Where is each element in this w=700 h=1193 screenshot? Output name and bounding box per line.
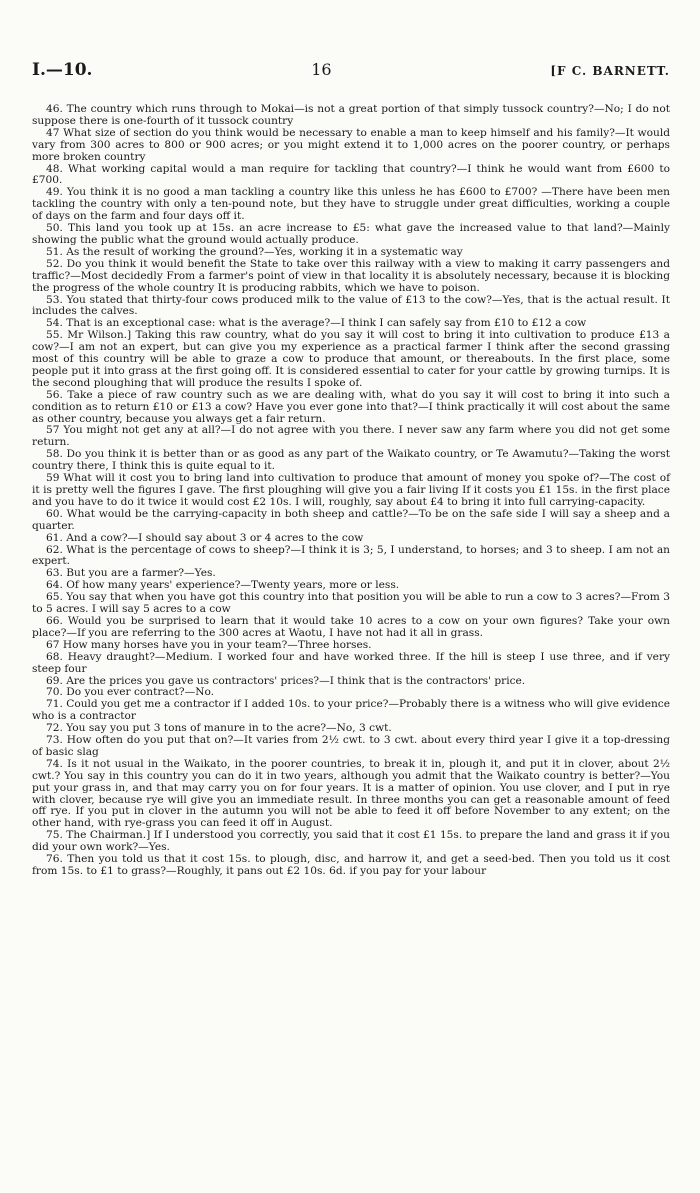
testimony-paragraph: 62. What is the percentage of cows to sheep?—I think it is 3; 5, I understand, to horses; and 3 to sheep. I am not an expert. [32,543,670,568]
testimony-paragraph: 55. Mr Wilson.] Taking this raw country, what do you say it will cost to bring it into cultivation to produce £13 a cow?—I am not an expert, but can give you my experience as a practical farmer I think after the second grassing most of this country will be able to graze a cow to produce that amount, or thereabouts. In the first place, some people put it into grass at the first going off. It is considered essential to cater for your cattle by growing turnips. It is the second ploughing that will produce the results I spoke of. [32,329,670,389]
testimony-paragraph: 57 You might not get any at all?—I do not agree with you there. I never saw any farm where you did not get some return. [32,424,670,449]
testimony-paragraph: 52. Do you think it would benefit the State to take over this railway with a view to making it carry passengers and traffic?—Most decidedly From a farmer's point of view in that locality it is absolutely necessary, because it is blocking the progress of the whole country It is producing rabbits, which we have to poison. [32,257,670,294]
testimony-paragraph: 64. Of how many years' experience?—Twenty years, more or less. [46,579,400,592]
testimony-paragraph: 48. What working capital would a man require for tackling that country?—I think he would want from £600 to £700. [32,162,670,187]
testimony-paragraph: 67 How many horses have you in your team?—Three horses. [46,638,372,651]
testimony-paragraph: 68. Heavy draught?—Medium. I worked four and have worked three. If the hill is steep I use three, and if very steep four [32,650,670,675]
document-body [32,104,670,878]
testimony-paragraph: 60. What would be the carrying-capacity in both sheep and cattle?—To be on the safe side I will say a sheep and a quarter. [32,507,670,532]
testimony-paragraph: 73. How often do you put that on?—It varies from 2½ cwt. to 3 cwt. about every third year I give it a top-dressing of basic slag [32,734,670,758]
witness-name: [F C. BARNETT. [550,64,670,78]
testimony-paragraph: 53. You stated that thirty-four cows produced milk to the value of £13 to the cow?—Yes, that is the actual result. It includes the calves. [32,293,670,318]
testimony-paragraph: 63. But you are a farmer?—Yes. [46,567,216,580]
testimony-paragraph: 66. Would you be surprised to learn that it would take 10 acres to a cow on your own figures? Take your own place?—If you are referring to the 300 acres at Waotu, I have not had it all in grass. [32,614,670,639]
testimony-paragraph: 54. That is an exceptional case: what is the average?—I think I can safely say from £10 to £12 a cow [46,317,587,330]
page-number: 16 [311,60,332,79]
testimony-paragraph: 59 What will it cost you to bring land into cultivation to produce that amount of money you spoke of?—The cost of it is pretty well the figures I gave. The first ploughing will give you a fair living If it costs you £1 15s. in the first place and you have to do it twice it would cost £2 10s. I will, roughly, say about £4 to bring it into full carrying-capacity. [32,472,670,508]
testimony-paragraph: 71. Could you get me a contractor if I added 10s. to your price?—Probably there is a witness who will give evidence who is a contractor [32,698,670,723]
testimony-paragraph: 76. Then you told us that it cost 15s. to plough, disc, and harrow it, and get a seed-bed. Then you told us it cost from 15s. to £1 to grass?—Roughly, it pans out £2 10s. 6d. if you pay for your labour [32,853,670,877]
testimony-paragraph: 69. Are the prices you gave us contractors' prices?—I think that is the contractors' price. [46,674,526,687]
testimony-paragraph: 46. The country which runs through to Mokai—is not a great portion of that simply tussock country?—No; I do not suppose there is one-fourth of it tussock country [32,103,670,127]
testimony-paragraph: 58. Do you think it is better than or as good as any part of the Waikato country, or Te Awamutu?—Taking the worst country there, I think this is quite equal to it. [32,448,670,473]
testimony-paragraph: 51. As the result of working the ground?—Yes, working it in a systematic way [46,245,463,258]
testimony-paragraph: 50. This land you took up at 15s. an acre increase to £5: what gave the increased value to that land?—Mainly showing the public what the ground would actually produce. [32,222,670,246]
testimony-paragraph: 70. Do you ever contract?—No. [46,686,215,699]
testimony-paragraph: 47 What size of section do you think would be necessary to enable a man to keep himself and his family?—It would vary from 300 acres to 800 or 900 acres; or you might extend it to 1,000 acres on the poorer country, or perhaps more broken country [32,126,670,163]
testimony-paragraph: 65. You say that when you have got this country into that position you will be able to run a cow to 3 acres?—From 3 to 5 acres. I will say 5 acres to a cow [32,591,670,616]
testimony-paragraph: 72. You say you put 3 tons of manure in to the acre?—No, 3 cwt. [46,722,392,735]
testimony-paragraph: 49. You think it is no good a man tackling a country like this unless he has £600 to £700? —There have been men tackling the country with only a ten-pound note, but they have to struggle under great difficulties, working a couple of days on the farm and four days off it. [32,186,670,223]
testimony-paragraph: 56. Take a piece of raw country such as we are dealing with, what do you say it will cost to bring it into such a condition as to return £10 or £13 a cow? Have you ever gone into that?—I think practically it will cost about the same as other country, because you always get a fair return. [32,388,670,425]
document-reference: I.—10. [32,60,93,80]
page-header [32,60,670,80]
testimony-paragraph: 75. The Chairman.] If I understood you correctly, you said that it cost £1 15s. to prepare the land and grass it if you did your own work?—Yes. [32,829,670,854]
testimony-paragraph: 74. Is it not usual in the Waikato, in the poorer countries, to break it in, plough it, and put it in clover, about 2½ cwt.? You say in this country you can do it in two years, although you admit that the Waikato country is better?—You put your grass in, and that may carry you on for four years. It is a matter of opinion. You use clover, and I put in rye with clover, because rye will give you an immediate result. In three months you can get a reasonable amount of feed off rye. If you put in clover in the autumn you will not be able to feed it off before November to any extent; on the other hand, with rye-grass you can feed it off in August. [32,757,670,830]
testimony-paragraph: 61. And a cow?—I should say about 3 or 4 acres to the cow [46,531,364,544]
